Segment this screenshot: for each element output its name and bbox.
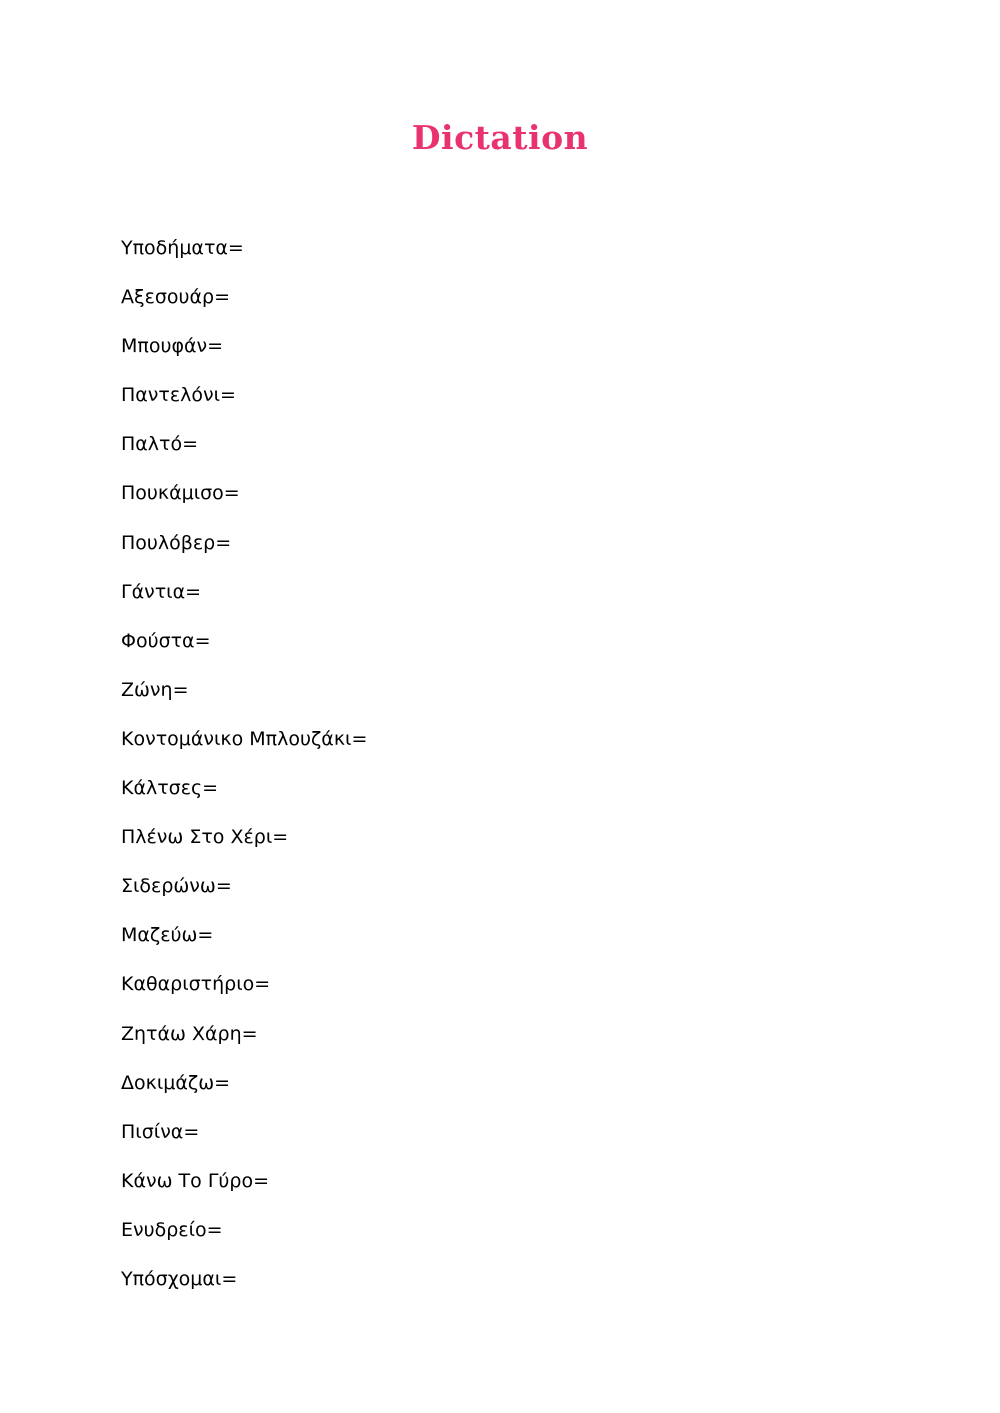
list-item: Υπόσχομαι= [121,1267,238,1290]
list-item: Ζώνη= [121,678,189,701]
list-item: Πουλόβερ= [121,531,232,554]
list-item: Δοκιμάζω= [121,1071,231,1094]
list-item: Σιδερώνω= [121,875,232,898]
list-item: Αξεσουάρ= [121,286,231,309]
list-item: Ενυδρείο= [121,1218,223,1241]
page-title: Dictation [411,118,589,157]
list-item: Γάντια= [121,580,202,603]
list-item: Ζητάω Χάρη= [121,1022,258,1045]
list-item: Κάλτσες= [121,777,219,800]
list-item: Υποδήματα= [121,237,244,259]
list-item: Παλτό= [121,433,199,456]
list-item: Πουκάμισο= [121,482,240,505]
list-item: Κοντομάνικο Μπλουζάκι= [121,727,368,750]
list-item: Φούστα= [121,629,211,652]
list-item: Μπουφάν= [121,335,224,358]
list-item: Μαζεύω= [121,924,214,947]
list-item: Καθαριστήριο= [121,973,271,996]
dictation-word-list [121,233,367,1313]
list-item: Κάνω Το Γύρο= [121,1169,270,1192]
list-item: Πισίνα= [121,1120,200,1143]
list-item: Πλένω Στο Χέρι= [121,826,289,849]
list-item: Παντελόνι= [121,384,236,407]
